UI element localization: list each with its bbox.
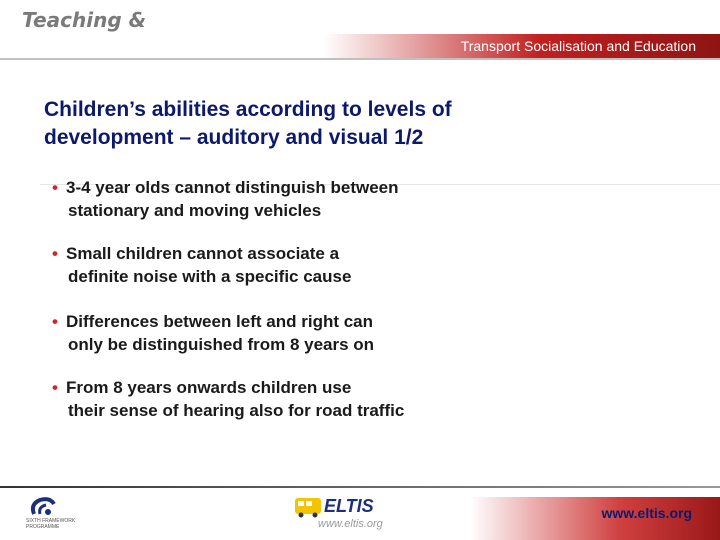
bullet-item <box>52 176 652 222</box>
bullet-line-1: 3-4 year olds cannot distinguish between <box>66 178 399 197</box>
header-divider <box>0 58 720 60</box>
bus-icon <box>294 496 322 518</box>
bullet-line-2: stationary and moving vehicles <box>68 201 322 220</box>
header-bar <box>0 34 720 60</box>
bullet-line-2: only be distinguished from 8 years on <box>68 335 375 354</box>
brand-line-1: Teaching & <box>22 8 147 32</box>
bullet-item <box>52 242 652 288</box>
header-subtitle: Transport Socialisation and Education <box>460 38 696 54</box>
footer-url-link[interactable]: www.eltis.org <box>601 505 692 521</box>
bullet-line-2: their sense of hearing also for road traffic <box>68 401 405 420</box>
footer-bar <box>470 497 720 540</box>
eltis-wordmark: ELTIS <box>324 496 374 516</box>
bullet-line-1: Small children cannot associate a <box>66 244 340 263</box>
bullet-item <box>52 310 652 356</box>
framework-logo-icon <box>26 494 86 520</box>
framework-logo-caption: SIXTH FRAMEWORK PROGRAMME <box>26 518 76 530</box>
eltis-logo <box>294 496 384 532</box>
footer-divider <box>0 486 720 488</box>
bullet-item <box>52 376 652 422</box>
bullet-dot-icon: • <box>52 244 58 263</box>
slide-title: Children’s abilities according to levels of development – auditory and visual 1/2 <box>44 98 452 149</box>
bullet-line-1: Differences between left and right can <box>66 312 374 331</box>
framework-programme-logo <box>26 494 86 532</box>
bullet-dot-icon: • <box>52 312 58 331</box>
bullet-dot-icon: • <box>52 178 58 197</box>
eltis-logo-url: www.eltis.org <box>318 518 383 530</box>
bullet-dot-icon: • <box>52 378 58 397</box>
bullet-line-1: From 8 years onwards children use <box>66 378 352 397</box>
bullet-line-2: definite noise with a specific cause <box>68 267 352 286</box>
